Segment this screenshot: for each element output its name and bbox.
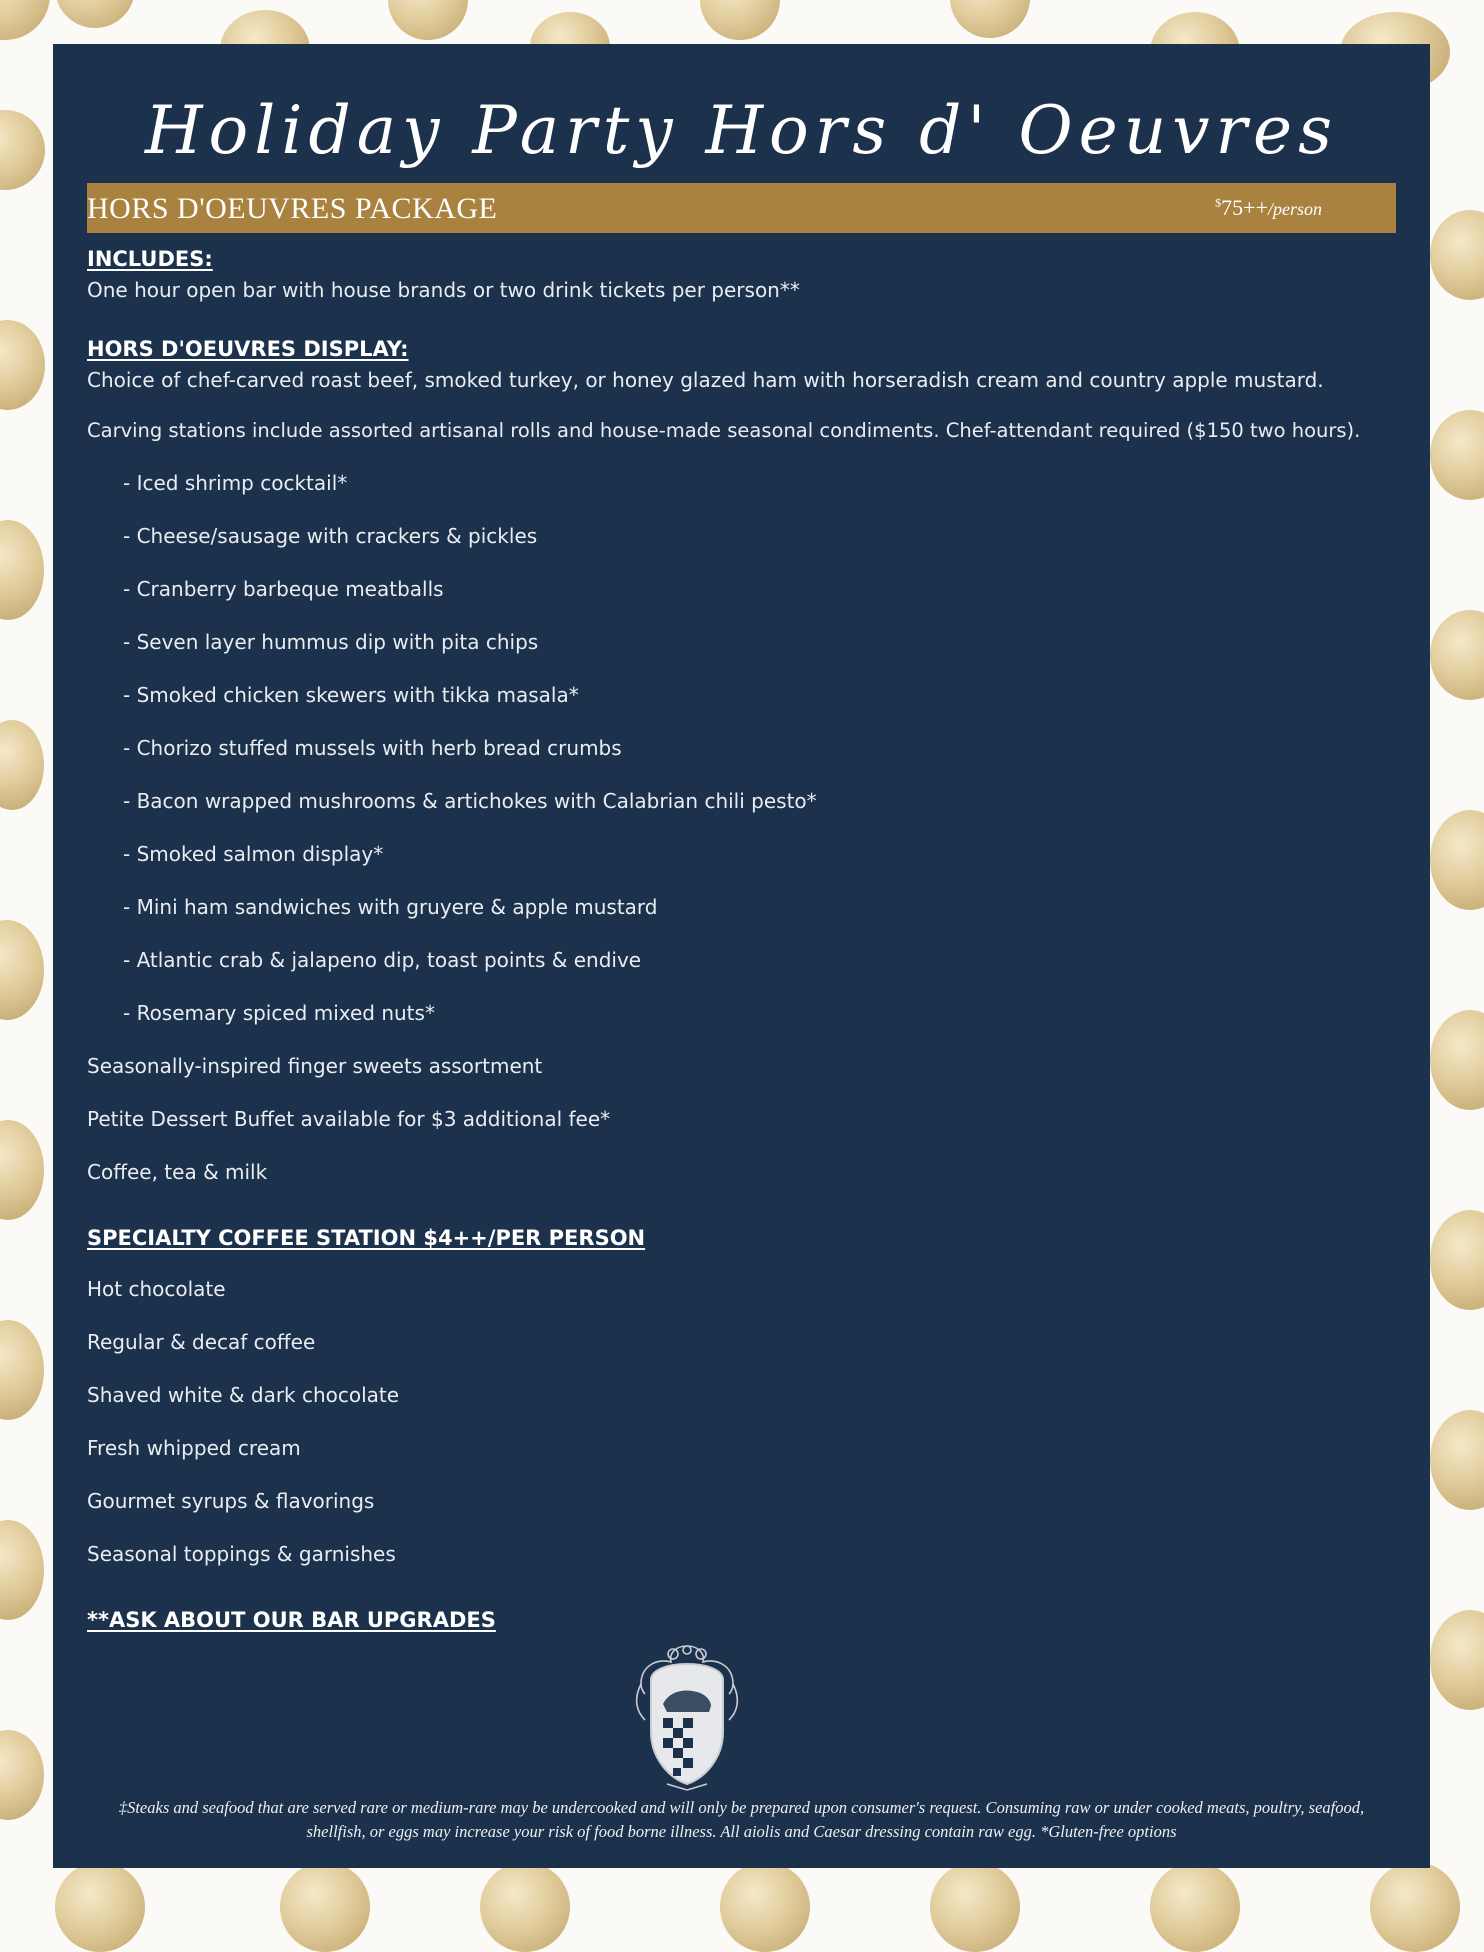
coffee-item: Shaved white & dark chocolate — [87, 1383, 400, 1407]
gold-dot — [700, 0, 780, 40]
display-item: - Seven layer hummus dip with pita chips — [123, 630, 539, 654]
gold-dot — [950, 0, 1030, 38]
package-name: HORS D'OEUVRES PACKAGE — [87, 192, 498, 225]
coffee-item: Seasonal toppings & garnishes — [87, 1542, 396, 1566]
gold-dot — [1150, 1862, 1240, 1952]
display-item: - Smoked salmon display* — [123, 842, 384, 866]
gold-dot — [0, 110, 45, 190]
food-safety-footnote: ‡Steaks and seafood that are served rare or medium-rare may be undercooked and will only be prepared upon consumer's request. Consuming raw or under cooked meats, poultry, seafood, shellfish, or eggs may increase your risk of food borne illness. All aiolis and Caesar dressing contain raw egg. *Gluten-free options — [118, 1798, 1365, 1841]
includes-line: One hour open bar with house brands or two drink tickets per person** — [87, 278, 800, 302]
gold-dot — [0, 1120, 44, 1220]
gold-dot — [1370, 1862, 1460, 1952]
display-line: Choice of chef-carved roast beef, smoked turkey, or honey glazed ham with horseradish cream and country apple mustard. — [87, 368, 1324, 392]
gold-dot — [0, 1730, 44, 1820]
display-extra-line: Coffee, tea & milk — [87, 1160, 268, 1184]
gold-dot — [0, 920, 44, 1020]
gold-dot — [0, 1320, 44, 1420]
display-item: - Cranberry barbeque meatballs — [123, 577, 444, 601]
display-item: - Rosemary spiced mixed nuts* — [123, 1001, 435, 1025]
coffee-heading: SPECIALTY COFFEE STATION $4++/PER PERSON — [87, 1226, 646, 1250]
gold-dot — [55, 1862, 145, 1952]
gold-dot — [0, 520, 44, 620]
coffee-item: Regular & decaf coffee — [87, 1330, 316, 1354]
page-title: Holiday Party Hors d' Oeuvres — [144, 92, 1338, 169]
menu-panel — [53, 44, 1430, 1868]
package-bar — [87, 183, 1396, 233]
gold-dot — [1430, 1210, 1484, 1310]
price-amount: 75++ — [1221, 195, 1268, 220]
display-item: - Atlantic crab & jalapeno dip, toast points & endive — [123, 948, 642, 972]
bar-upgrades-note: **ASK ABOUT OUR BAR UPGRADES — [87, 1608, 496, 1632]
gold-dot — [0, 720, 44, 810]
includes-heading: INCLUDES: — [87, 247, 213, 271]
coffee-item: Fresh whipped cream — [87, 1436, 301, 1460]
gold-dot — [1430, 410, 1484, 500]
coffee-item: Gourmet syrups & flavorings — [87, 1489, 375, 1513]
display-item: - Mini ham sandwiches with gruyere & apple mustard — [123, 895, 658, 919]
display-line: Carving stations include assorted artisanal rolls and house-made seasonal condiments. Chef-attendant required ($150 two hours). — [87, 419, 1361, 442]
gold-dot — [388, 0, 468, 40]
display-item: - Bacon wrapped mushrooms & artichokes with Calabrian chili pesto* — [123, 789, 817, 813]
display-extra-line: Petite Dessert Buffet available for $3 additional fee* — [87, 1107, 611, 1131]
menu-content — [87, 246, 1400, 1633]
gold-dot — [1430, 1010, 1484, 1110]
price-currency: $ — [1215, 195, 1222, 210]
display-heading: HORS D'OEUVRES DISPLAY: — [87, 337, 409, 361]
display-item: - Smoked chicken skewers with tikka masala* — [123, 683, 579, 707]
gold-dot — [720, 1862, 810, 1952]
gold-dot — [280, 1862, 370, 1952]
display-item: - Cheese/sausage with crackers & pickles — [123, 524, 538, 548]
gold-dot — [480, 1862, 570, 1952]
display-item: - Iced shrimp cocktail* — [123, 471, 348, 495]
gold-dot — [1430, 810, 1484, 910]
gold-dot — [0, 1520, 44, 1620]
gold-dot — [930, 1862, 1020, 1952]
gold-dot — [55, 0, 135, 28]
gold-dot — [1430, 1610, 1484, 1710]
display-extra-line: Seasonally-inspired finger sweets assortment — [87, 1054, 543, 1078]
gold-dot — [1430, 610, 1484, 700]
gold-dot — [0, 320, 45, 410]
gold-dot — [0, 0, 50, 40]
package-price — [1215, 195, 1322, 221]
coffee-item: Hot chocolate — [87, 1277, 226, 1301]
display-item: - Chorizo stuffed mussels with herb bread crumbs — [123, 736, 622, 760]
gold-dot — [1430, 210, 1484, 300]
price-unit: /person — [1268, 199, 1322, 219]
gold-dot — [1430, 1410, 1484, 1510]
crest-logo-icon — [627, 1640, 747, 1792]
